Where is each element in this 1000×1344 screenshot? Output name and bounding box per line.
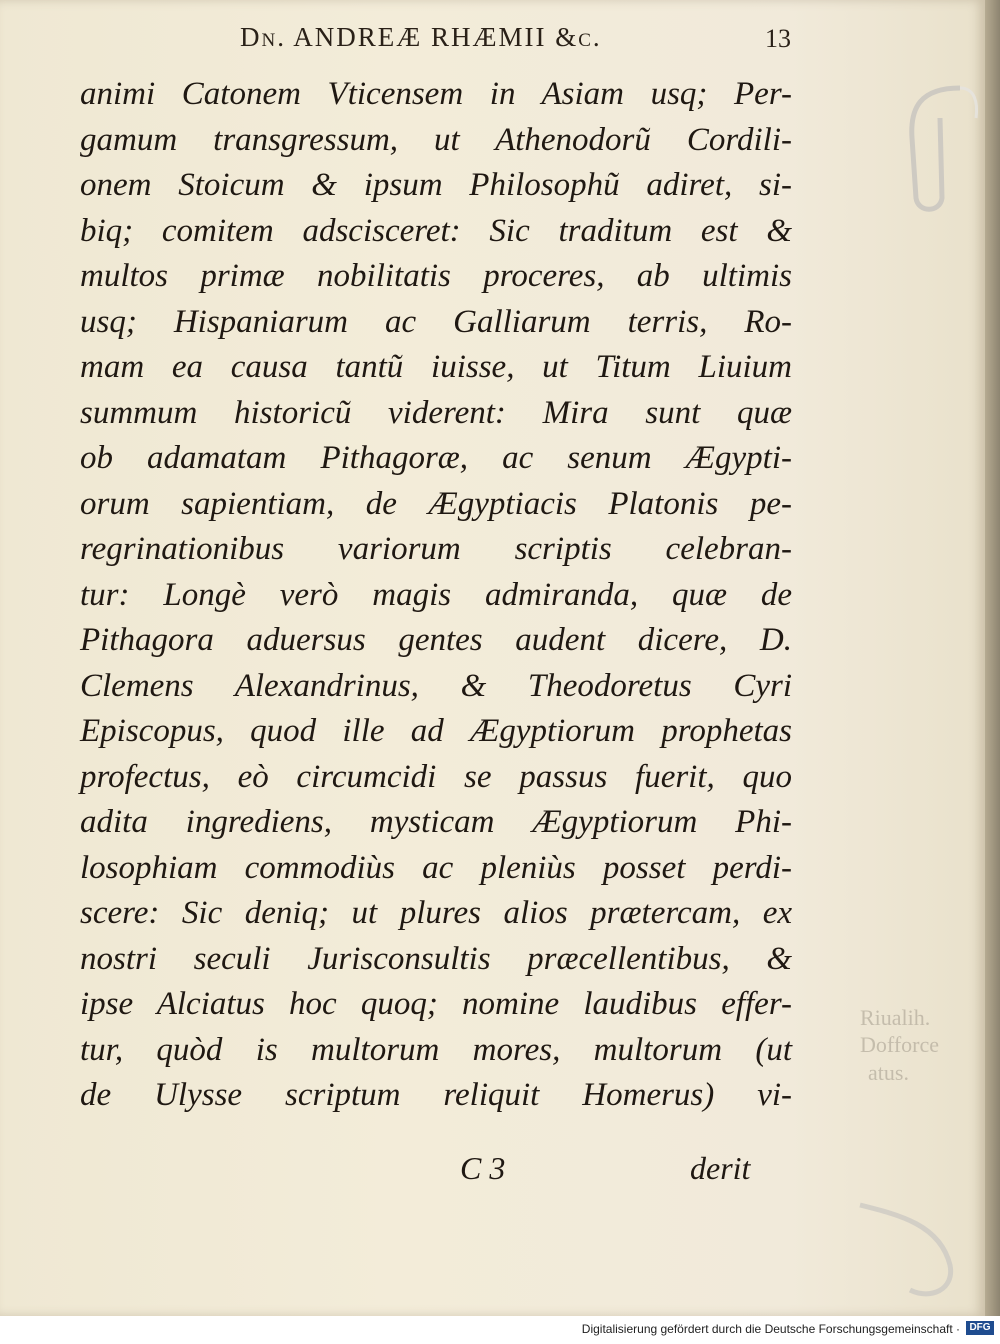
text-line: regrinationibus variorum scriptis celebran- — [80, 531, 792, 567]
running-head: Dn. ANDREÆ RHÆMII &c. — [240, 22, 602, 52]
text-line: onem Stoicum & ipsum Philosophũ adiret, si- — [80, 167, 792, 203]
bleed-through-text: atus. — [868, 1060, 909, 1085]
text-line: nostri seculi Jurisconsultis præcellentibus, & — [80, 940, 792, 977]
text-line: usq; Hispaniarum ac Galliarum terris, Ro- — [80, 303, 792, 340]
paper-clip-icon — [840, 1195, 960, 1305]
text-line: multos primæ nobilitatis proceres, ab ultimis — [80, 258, 792, 294]
text-line: tur: Longè verò magis admiranda, quæ de — [80, 576, 792, 613]
text-line: summum historicũ viderent: Mira sunt quæ — [80, 394, 792, 431]
digitization-footer — [0, 1316, 1000, 1344]
text-line: scere: Sic deniq; ut plures alios prætercam, ex — [80, 895, 792, 931]
paper-clip-icon — [900, 78, 980, 218]
body-text — [80, 72, 792, 1119]
bleed-through-text: Dofforce — [860, 1032, 939, 1057]
page-edge — [985, 0, 1000, 1316]
signature-line — [80, 1150, 792, 1195]
text-line: profectus, eò circumcidi se passus fuerit, quo — [80, 758, 792, 795]
text-line: de Ulysse scriptum reliquit Homerus) vi- — [80, 1077, 792, 1113]
dfg-logo-icon: DFG — [966, 1321, 994, 1335]
text-line: gamum transgressum, ut Athenodorũ Cordili- — [80, 121, 792, 158]
text-line: biq; comitem adscisceret: Sic traditum est & — [80, 212, 792, 249]
text-line: orum sapientiam, de Ægyptiacis Platonis pe- — [80, 485, 792, 522]
text-line: Pithagora aduersus gentes audent dicere, D. — [80, 622, 792, 658]
page-number: 13 — [765, 24, 791, 53]
signature-mark: C 3 — [460, 1150, 506, 1186]
text-line: Episcopus, quod ille ad Ægyptiorum prophetas — [80, 713, 792, 749]
text-line: tur, quòd is multorum mores, multorum (ut — [80, 1031, 792, 1068]
text-line: ipse Alciatus hoc quoq; nomine laudibus effer- — [80, 986, 792, 1022]
footer-credit: Digitalisierung gefördert durch die Deutsche Forschungsgemeinschaft · — [581, 1322, 960, 1336]
catchword: derit — [690, 1150, 751, 1186]
text-line: mam ea causa tantũ iuisse, ut Titum Liuium — [80, 349, 792, 385]
text-line: adita ingrediens, mysticam Ægyptiorum Phi- — [80, 804, 792, 840]
text-line: animi Catonem Vticensem in Asiam usq; Per- — [80, 76, 792, 112]
text-line: ob adamatam Pithagoræ, ac senum Ægypti- — [80, 440, 792, 476]
text-line: losophiam commodiùs ac pleniùs posset perdi- — [80, 849, 792, 886]
text-line: Clemens Alexandrinus, & Theodoretus Cyri — [80, 667, 792, 704]
bleed-through-text: Riualih. — [860, 1005, 931, 1030]
